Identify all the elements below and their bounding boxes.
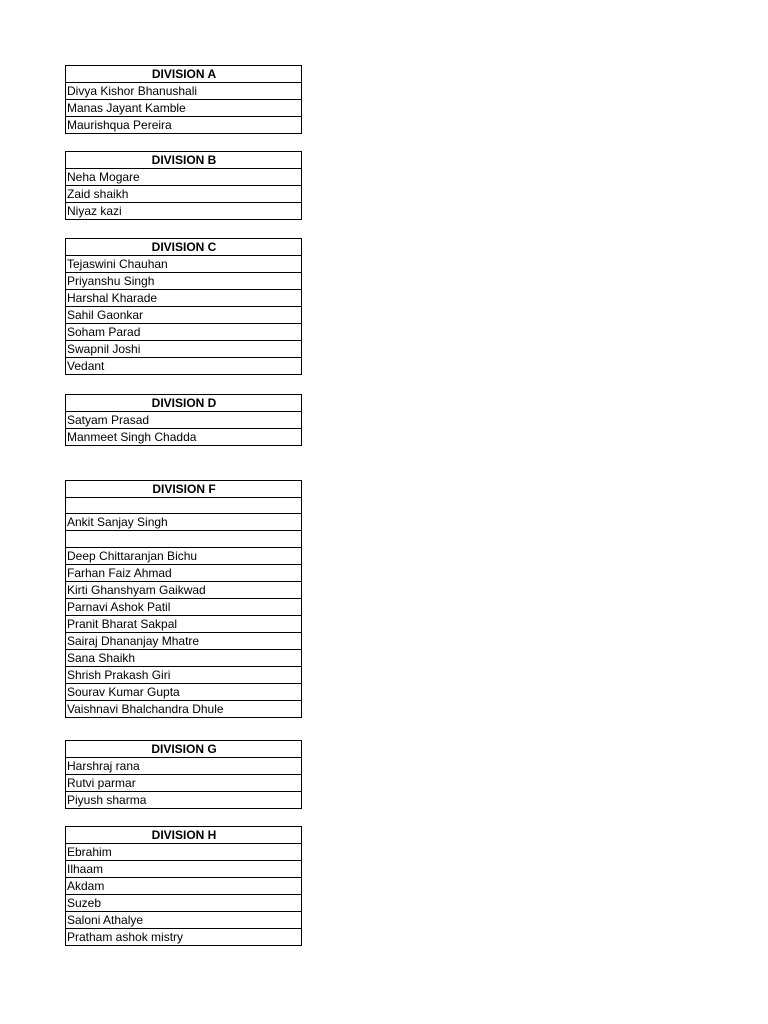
division-a-row: Divya Kishor Bhanushali xyxy=(66,83,302,100)
division-g-row: Piyush sharma xyxy=(66,792,302,809)
division-h-row: Pratham ashok mistry xyxy=(66,929,302,946)
division-h-row: Suzeb xyxy=(66,895,302,912)
division-f-row: Sourav Kumar Gupta xyxy=(66,683,302,700)
division-h-header: DIVISION H xyxy=(66,827,302,844)
division-f-row: Sairaj Dhananjay Mhatre xyxy=(66,632,302,649)
division-f-table xyxy=(65,480,302,718)
division-b-table xyxy=(65,151,302,220)
division-c-row: Soham Parad xyxy=(66,324,302,341)
division-c-header: DIVISION C xyxy=(66,239,302,256)
division-h-table xyxy=(65,826,302,946)
division-f-row: Parnavi Ashok Patil xyxy=(66,598,302,615)
division-f-row: Ankit Sanjay Singh xyxy=(66,514,302,531)
division-h-row: Akdam xyxy=(66,878,302,895)
division-b-header: DIVISION B xyxy=(66,152,302,169)
division-c-row: Swapnil Joshi xyxy=(66,341,302,358)
division-h-row: Ilhaam xyxy=(66,861,302,878)
division-d-row: Satyam Prasad xyxy=(66,412,302,429)
division-f-row: Pranit Bharat Sakpal xyxy=(66,615,302,632)
division-f-row: Farhan Faiz Ahmad xyxy=(66,564,302,581)
division-d-table xyxy=(65,394,302,446)
division-f-row: Sana Shaikh xyxy=(66,649,302,666)
division-h-row: Saloni Athalye xyxy=(66,912,302,929)
division-g-header: DIVISION G xyxy=(66,741,302,758)
division-a-row: Manas Jayant Kamble xyxy=(66,100,302,117)
division-c-row: Harshal Kharade xyxy=(66,290,302,307)
division-c-table xyxy=(65,238,302,375)
division-d-row: Manmeet Singh Chadda xyxy=(66,429,302,446)
division-c-row: Priyanshu Singh xyxy=(66,273,302,290)
division-g-row: Rutvi parmar xyxy=(66,775,302,792)
division-f-row xyxy=(66,531,302,547)
division-f-header: DIVISION F xyxy=(66,481,302,498)
division-f-row: Vaishnavi Bhalchandra Dhule xyxy=(66,700,302,717)
division-b-row: Zaid shaikh xyxy=(66,186,302,203)
division-a-table xyxy=(65,65,302,134)
division-c-row: Sahil Gaonkar xyxy=(66,307,302,324)
division-b-row: Neha Mogare xyxy=(66,169,302,186)
division-h-row: Ebrahim xyxy=(66,844,302,861)
division-c-row: Tejaswini Chauhan xyxy=(66,256,302,273)
division-b-row: Niyaz kazi xyxy=(66,203,302,220)
division-g-table xyxy=(65,740,302,809)
division-f-row xyxy=(66,498,302,514)
division-f-row: Shrish Prakash Giri xyxy=(66,666,302,683)
division-f-row: Kirti Ghanshyam Gaikwad xyxy=(66,581,302,598)
division-g-row: Harshraj rana xyxy=(66,758,302,775)
division-f-row: Deep Chittaranjan Bichu xyxy=(66,547,302,564)
division-d-header: DIVISION D xyxy=(66,395,302,412)
division-c-row: Vedant xyxy=(66,358,302,375)
division-a-row: Maurishqua Pereira xyxy=(66,117,302,134)
division-a-header: DIVISION A xyxy=(66,66,302,83)
